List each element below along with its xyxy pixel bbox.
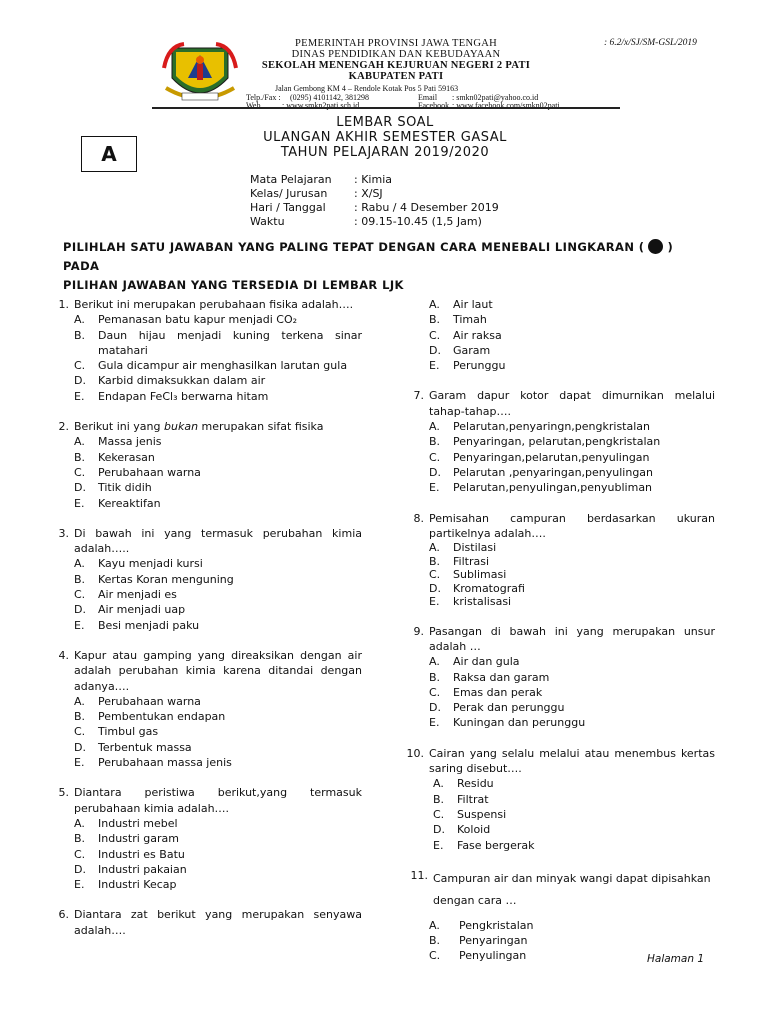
question-9 (405, 624, 715, 655)
option-text: Kromatografi (453, 581, 525, 595)
option-letter: B. (74, 710, 86, 724)
option-text: Endapan FeCl₃ berwarna hitam (98, 389, 269, 403)
option-letter: C. (429, 328, 441, 342)
option-text: Kereaktifan (98, 496, 161, 510)
answer-option (74, 816, 362, 831)
option-text: Massa jenis (98, 435, 162, 449)
question-6 (50, 907, 362, 938)
letterhead-regency: KABUPATEN PATI (348, 71, 444, 82)
letterhead-facebook: : www.facebook.com/smkn02pati (452, 101, 560, 110)
option-text: Perubahaan warna (98, 465, 201, 479)
answer-option (429, 343, 715, 358)
letterhead-address: Jalan Gembong KM 4 – Rendole Kotak Pos 5 Pati 59163 (275, 84, 459, 93)
option-letter: A. (429, 298, 440, 311)
option-letter: C. (74, 465, 86, 479)
meta-key: Mata Pelajaran (250, 173, 332, 186)
document-code: : 6.2/x/SJ/SM-GSL/2019 (604, 38, 697, 48)
question-number: 3. (58, 526, 69, 540)
answer-option (429, 700, 715, 715)
option-letter: C. (429, 450, 441, 464)
option-letter: E. (433, 838, 444, 852)
meta-value: : 09.15-10.45 (1,5 Jam) (354, 215, 482, 228)
option-text: Garam (453, 343, 491, 357)
option-text: Timah (453, 313, 487, 327)
question-number: 6. (58, 908, 69, 922)
letterhead-web-label: Web (246, 101, 261, 110)
option-text: Perak dan perunggu (453, 701, 565, 715)
option-letter: E. (429, 716, 440, 730)
option-text: Terbentuk massa (98, 740, 192, 754)
answer-option (429, 568, 715, 582)
option-letter: D. (74, 862, 86, 876)
question-2 (50, 419, 362, 434)
option-letter: D. (429, 701, 441, 715)
meta-key: Hari / Tanggal (250, 201, 326, 214)
answer-option (74, 450, 362, 465)
question-8 (405, 511, 715, 542)
option-letter: D. (74, 603, 86, 617)
question-text-emphasis: bukan (164, 420, 199, 434)
option-letter: B. (429, 554, 441, 568)
answer-option (429, 434, 715, 449)
option-letter: A. (429, 655, 440, 669)
question-text: Pasangan di bawah ini yang merupakan unsur adalah … (429, 624, 715, 653)
option-text: Raksa dan garam (453, 670, 550, 684)
letterhead-telp-label: Telp./Fax : (246, 93, 281, 102)
option-letter: C. (429, 568, 441, 582)
option-text: Timbul gas (98, 725, 159, 739)
question-number: 11. (410, 868, 428, 882)
option-letter: C. (429, 685, 441, 699)
question-2-options (74, 434, 362, 510)
option-text: Kertas Koran menguning (98, 572, 234, 586)
answer-option (74, 724, 362, 739)
filled-circle-icon (648, 239, 663, 254)
question-text: Pemisahan campuran berdasarkan ukuran partikelnya adalah…. (429, 511, 715, 540)
answer-option (433, 822, 715, 837)
question-10 (405, 746, 715, 777)
question-5-options (74, 816, 362, 892)
option-text: Gula dicampur air menghasilkan larutan gula (98, 359, 348, 373)
question-1-options (74, 312, 362, 404)
option-text: Pelarutan,penyaringn,pengkristalan (453, 420, 651, 434)
option-text: Penyulingan (459, 949, 527, 963)
option-text: Industri garam (98, 832, 179, 846)
answer-option (429, 480, 715, 495)
answer-option (74, 496, 362, 511)
option-text: Emas dan perak (453, 685, 543, 699)
exam-title (240, 115, 530, 160)
answer-option (74, 602, 362, 617)
answer-option (429, 670, 715, 685)
answer-option (429, 297, 715, 312)
instruction-part-1: PILIHLAH SATU JAWABAN YANG PALING TEPAT DENGAN CARA MENEBALI LINGKARAN ( (63, 240, 645, 254)
question-number: 7. (413, 389, 424, 403)
answer-option (429, 419, 715, 434)
answer-option (74, 755, 362, 770)
option-text: Air laut (453, 298, 493, 311)
option-letter: D. (429, 465, 441, 479)
option-text: Filtrat (457, 792, 489, 806)
question-text: Di bawah ini yang termasuk perubahan kimia adalah….. (74, 526, 362, 556)
questions-right-column (405, 297, 715, 964)
answer-option (74, 862, 362, 877)
option-letter: C. (74, 359, 86, 373)
letterhead-email: : smkn02pati@yahoo.co.id (452, 93, 539, 102)
answer-option (433, 838, 715, 853)
meta-value: : X/SJ (354, 187, 383, 200)
option-text: Penyaringan (459, 934, 528, 948)
option-text: Industri es Batu (98, 847, 185, 861)
option-letter: C. (429, 949, 441, 963)
letterhead-web: : www.smkn2pati.sch.id (282, 101, 360, 110)
option-letter: B. (433, 792, 445, 806)
question-text-c: merupakan sifat fisika (198, 420, 324, 434)
questions-left-column (50, 297, 362, 938)
question-8-options (429, 541, 715, 609)
option-text: Perubahaan massa jenis (98, 756, 232, 770)
option-letter: E. (74, 496, 85, 510)
question-11 (405, 868, 715, 912)
question-text (74, 419, 362, 434)
option-letter: E. (74, 618, 85, 632)
option-letter: A. (433, 777, 444, 791)
title-line-1: LEMBAR SOAL (336, 115, 434, 130)
option-letter: A. (74, 435, 85, 449)
question-text-a: Berikut ini yang (74, 420, 164, 434)
option-text: Perunggu (453, 359, 506, 373)
option-text: Kekerasan (98, 450, 155, 464)
jawa-tengah-emblem-logo (162, 38, 238, 106)
meta-row (250, 201, 499, 215)
answer-option (433, 792, 715, 807)
option-text: Karbid dimaksukkan dalam air (98, 374, 266, 388)
option-text: Pelarutan ,penyaringan,penyulingan (453, 465, 654, 479)
option-text: Pemanasan batu kapur menjadi CO₂ (98, 313, 298, 327)
meta-key: Kelas/ Jurusan (250, 187, 328, 200)
answer-option (429, 595, 715, 609)
question-text: Diantara peristiwa berikut,yang termasuk perubahaan kimia adalah…. (74, 786, 362, 815)
answer-option (74, 877, 362, 892)
option-letter: E. (429, 481, 440, 495)
instruction (63, 238, 713, 295)
option-letter: B. (74, 328, 86, 342)
option-text: Industri mebel (98, 816, 178, 830)
question-text: Cairan yang selalu melalui atau menembus kertas saring disebut…. (429, 746, 715, 776)
option-letter: B. (74, 572, 86, 586)
option-letter: A. (74, 557, 85, 571)
option-letter: D. (74, 481, 86, 495)
question-10-options (433, 776, 715, 852)
answer-option (429, 933, 715, 948)
question-7-options (429, 419, 715, 495)
letterhead-email-label: Email (418, 93, 438, 102)
answer-option (74, 358, 362, 373)
answer-option (429, 465, 715, 480)
answer-option (74, 328, 362, 359)
answer-option (429, 358, 715, 373)
question-number: 2. (58, 420, 69, 434)
answer-option (429, 715, 715, 730)
option-letter: B. (429, 435, 441, 449)
letterhead-department: DINAS PENDIDIKAN DAN KEBUDAYAAN (291, 49, 501, 60)
option-text: Filtrasi (453, 554, 490, 568)
answer-option (74, 389, 362, 404)
answer-option (74, 618, 362, 633)
option-letter: A. (429, 918, 440, 932)
question-text-line-1: Campuran air dan minyak wangi dapat dipisahkan (433, 871, 711, 885)
option-text: Distilasi (453, 541, 497, 555)
option-letter: D. (74, 740, 86, 754)
answer-option (433, 776, 715, 791)
question-number: 8. (413, 511, 424, 525)
question-5 (50, 785, 362, 816)
meta-row (250, 173, 499, 187)
option-letter: A. (429, 541, 440, 555)
option-letter: E. (429, 595, 440, 609)
meta-value: : Rabu / 4 Desember 2019 (354, 201, 499, 214)
question-number: 1. (58, 298, 69, 311)
answer-option (429, 582, 715, 596)
option-letter: A. (74, 313, 85, 327)
option-text: Penyaringan,pelarutan,penyulingan (453, 450, 650, 464)
option-text: Koloid (457, 823, 491, 837)
answer-option (74, 831, 362, 846)
answer-option (74, 373, 362, 388)
instruction-part-2: ) PADA (63, 240, 674, 273)
instruction-part-3: PILIHAN JAWABAN YANG TERSEDIA DI LEMBAR LJK (63, 278, 404, 292)
letterhead-telp: (0295) 4101142, 381298 (290, 93, 370, 102)
answer-option (429, 918, 715, 933)
question-text-line-2: dengan cara … (433, 893, 517, 907)
option-text: Kayu menjadi kursi (98, 557, 203, 571)
answer-option (429, 328, 715, 343)
option-text: Fase bergerak (457, 838, 535, 852)
option-text: Air menjadi uap (98, 603, 186, 617)
answer-option (433, 807, 715, 822)
option-letter: D. (433, 823, 445, 837)
header-divider (152, 107, 620, 109)
option-letter: B. (429, 670, 441, 684)
answer-option (74, 587, 362, 602)
answer-option (429, 654, 715, 669)
answer-option (74, 465, 362, 480)
meta-row (250, 215, 499, 229)
option-text: Industri pakaian (98, 862, 187, 876)
answer-option (74, 312, 362, 327)
question-4 (50, 648, 362, 694)
question-9-options (429, 654, 715, 730)
option-letter: B. (74, 450, 86, 464)
option-letter: C. (433, 807, 445, 821)
exam-version-box: A (81, 136, 137, 172)
letterhead (246, 38, 546, 82)
option-text: Sublimasi (453, 568, 507, 582)
answer-option (429, 555, 715, 569)
option-letter: A. (429, 420, 440, 434)
question-3-options (74, 556, 362, 632)
option-text: Air dan gula (453, 655, 520, 669)
title-line-2: ULANGAN AKHIR SEMESTER GASAL (263, 130, 507, 145)
question-text: Kapur atau gamping yang direaksikan dengan air adalah perubahan kimia karena ditandai dengan adanya…. (74, 648, 362, 693)
answer-option (74, 847, 362, 862)
option-text: Perubahaan warna (98, 694, 201, 708)
letterhead-facebook-label: Facebook (418, 101, 450, 110)
question-text (433, 868, 715, 912)
title-line-3: TAHUN PELAJARAN 2019/2020 (280, 145, 490, 160)
option-letter: B. (429, 934, 441, 948)
option-letter: E. (74, 878, 85, 892)
answer-option (74, 694, 362, 709)
question-number: 5. (58, 786, 69, 800)
letterhead-government: PEMERINTAH PROVINSI JAWA TENGAH (295, 38, 497, 49)
question-number: 9. (413, 624, 424, 638)
meta-value: : Kimia (354, 173, 392, 186)
answer-option (429, 312, 715, 327)
question-7 (405, 388, 715, 419)
option-letter: A. (74, 694, 85, 708)
option-letter: D. (429, 343, 441, 357)
option-text: Air menjadi es (98, 588, 177, 602)
option-letter: B. (429, 313, 441, 327)
option-letter: E. (74, 389, 85, 403)
option-text: Titik didih (98, 481, 152, 495)
answer-option (74, 740, 362, 755)
question-number: 10. (406, 746, 424, 760)
option-letter: B. (74, 832, 86, 846)
meta-key: Waktu (250, 215, 285, 228)
answer-option (429, 450, 715, 465)
option-text: Industri Kecap (98, 878, 177, 892)
option-text: Residu (457, 777, 494, 791)
option-text: Pengkristalan (459, 918, 534, 932)
question-3 (50, 526, 362, 557)
answer-option (74, 480, 362, 495)
answer-option (74, 556, 362, 571)
option-text: Suspensi (457, 807, 507, 821)
question-text: Diantara zat berikut yang merupakan senyawa adalah…. (74, 908, 362, 937)
question-1 (50, 297, 362, 312)
option-text: kristalisasi (453, 595, 512, 609)
answer-option (74, 572, 362, 587)
option-letter: A. (74, 816, 85, 830)
option-text: Penyaringan, pelarutan,pengkristalan (453, 435, 661, 449)
answer-option (74, 434, 362, 449)
question-6-options (429, 297, 715, 373)
option-text: Air raksa (453, 328, 502, 342)
page-number: Halaman 1 (647, 953, 705, 965)
option-text: Pelarutan,penyulingan,penyubliman (453, 481, 653, 495)
option-letter: C. (74, 725, 86, 739)
question-text: Garam dapur kotor dapat dimurnikan melalui tahap-tahap…. (429, 389, 715, 418)
option-letter: D. (74, 374, 86, 388)
answer-option (429, 541, 715, 555)
exam-meta (250, 173, 499, 229)
answer-option (74, 709, 362, 724)
answer-option (429, 685, 715, 700)
option-text: Pembentukan endapan (98, 710, 226, 724)
letterhead-school: SEKOLAH MENENGAH KEJURUAN NEGERI 2 PATI (261, 60, 531, 71)
option-letter: E. (74, 756, 85, 770)
meta-row (250, 187, 499, 201)
option-letter: C. (74, 847, 86, 861)
question-number: 4. (58, 648, 69, 662)
option-text: Besi menjadi paku (98, 618, 200, 632)
option-letter: E. (429, 359, 440, 373)
option-text: Daun hijau menjadi kuning terkena sinar matahari (98, 328, 362, 357)
question-4-options (74, 694, 362, 770)
question-text: Berikut ini merupakan perubahaan fisika adalah…. (74, 298, 354, 311)
option-text: Kuningan dan perunggu (453, 716, 586, 730)
option-letter: C. (74, 588, 86, 602)
option-letter: D. (429, 581, 441, 595)
